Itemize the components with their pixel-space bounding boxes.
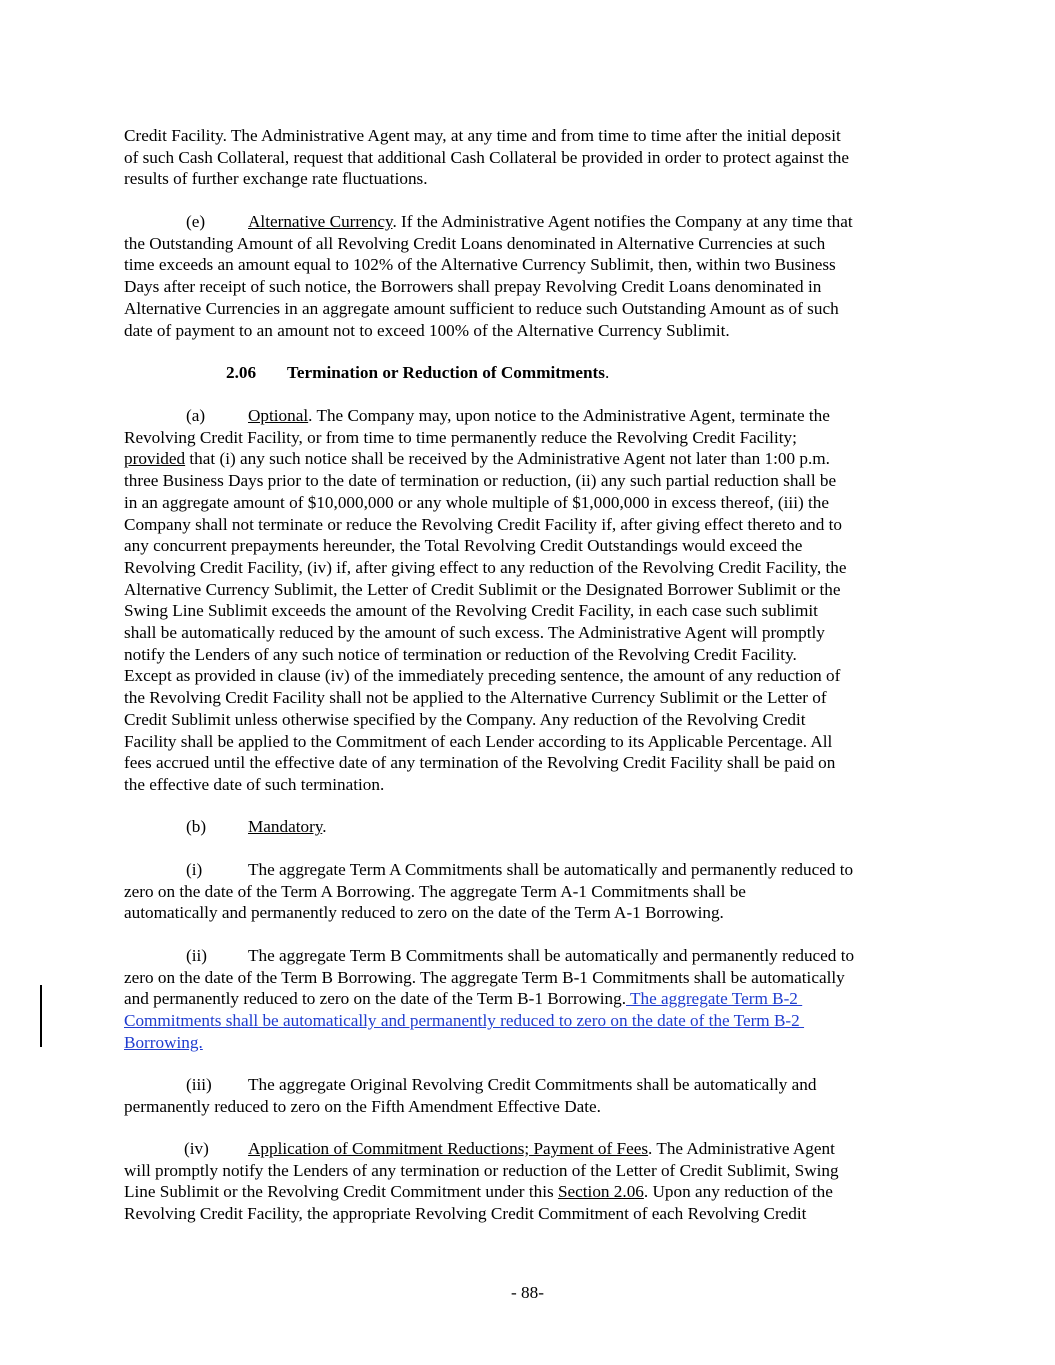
text-line: The aggregate Original Revolving Credit Commitments shall be automatically and (248, 1075, 817, 1094)
clause-number: (b) (186, 817, 207, 836)
text-line: Days after receipt of such notice, the Borrowers shall prepay Revolving Credit Loans denominated in (124, 277, 822, 297)
text-line: automatically and permanently reduced to zero on the date of the Term A-1 Borrowing. (124, 903, 724, 923)
text-line: Swing Line Sublimit exceeds the amount of the Revolving Credit Facility, in each case such sublimit (124, 601, 818, 621)
paragraph-optional (124, 405, 944, 796)
clause-heading: Mandatory (248, 817, 323, 836)
inserted-text: Borrowing. (124, 1032, 203, 1052)
text-line: Alternative Currency Sublimit, the Letter of Credit Sublimit or the Designated Borrower Sublimit or the (124, 579, 841, 599)
clause-number: (a) (186, 406, 206, 425)
text-line: Revolving Credit Facility, the appropriate Revolving Credit Commitment of each Revolving Credit (124, 1204, 807, 1224)
text-line: the Outstanding Amount of all Revolving Credit Loans denominated in Alternative Currencies at such (124, 233, 826, 253)
text-line: date of payment to an amount not to exceed 100% of the Alternative Currency Sublimit. (124, 320, 730, 340)
text-line: in an aggregate amount of $10,000,000 or any whole multiple of $1,000,000 in excess thereof, (iii) the (124, 492, 829, 512)
text-line: three Business Days prior to the date of termination or reduction, (ii) any such partial reduction shall be (124, 471, 837, 491)
section-reference: Section 2.06 (557, 1182, 644, 1202)
text-line: notify the Lenders of any such notice of termination or reduction of the Revolving Credit Facility. (124, 644, 797, 664)
paragraph-alternative-currency (124, 211, 944, 341)
text-line: the Revolving Credit Facility shall not be applied to the Alternative Currency Sublimit or the Letter of (124, 688, 827, 708)
change-bar (40, 985, 42, 1047)
text-line: The aggregate Term A Commitments shall be automatically and permanently reduced to (248, 860, 854, 879)
text-line: fees accrued until the effective date of any termination of the Revolving Credit Facility shall be paid on (124, 753, 836, 773)
text-line: will promptly notify the Lenders of any termination or reduction of the Letter of Credit Sublimit, Swing (124, 1160, 839, 1180)
clause-number: (iv) (184, 1139, 209, 1158)
text-line: permanently reduced to zero on the Fifth Amendment Effective Date. (124, 1096, 601, 1116)
section-heading: 2.06 Termination or Reduction of Commitments. (226, 363, 610, 382)
inserted-text: Commitments shall be automatically and permanently reduced to zero on the date of the Term B-2 (124, 1011, 805, 1031)
text-line: Alternative Currencies in an aggregate amount sufficient to reduce such Outstanding Amount as of such (124, 298, 839, 318)
paragraph-original-revolving (124, 1074, 944, 1117)
section-title: Termination or Reduction of Commitments (287, 363, 605, 382)
text-line: zero on the date of the Term B Borrowing. The aggregate Term B-1 Commitments shall be automatically (124, 967, 845, 987)
text-line: of such Cash Collateral, request that additional Cash Collateral be provided in order to protect against the (124, 147, 850, 167)
section-number: 2.06 (226, 363, 257, 382)
text-line: any concurrent prepayments hereunder, the Total Revolving Credit Outstandings would exceed the (124, 536, 803, 556)
inserted-text: The aggregate Term B-2 (626, 989, 803, 1009)
text-line: Company shall not terminate or reduce the Revolving Credit Facility if, after giving effect thereto and to (124, 514, 843, 534)
clause-heading: Alternative Currency (248, 212, 393, 231)
clause-heading: Application of Commitment Reductions; Payment of Fees (248, 1139, 649, 1158)
text-line: the effective date of such termination. (124, 774, 385, 794)
paragraph-application (124, 1138, 944, 1225)
text-line: that (i) any such notice shall be received by the Administrative Agent not later than 1:00 p.m. (185, 449, 830, 469)
text-line: time exceeds an amount equal to 102% of the Alternative Currency Sublimit, then, within two Business (124, 255, 836, 275)
text-line: The aggregate Term B Commitments shall be automatically and permanently reduced to (248, 946, 855, 965)
clause-number: (i) (186, 860, 203, 879)
paragraph-cash-collateral (124, 125, 944, 190)
paragraph-term-b (124, 945, 944, 1054)
text-line: . If the Administrative Agent notifies the Company at any time that (392, 212, 853, 231)
text-line: . The Company may, upon notice to the Administrative Agent, terminate the (308, 406, 830, 425)
text-line: Except as provided in clause (iv) of the immediately preceding sentence, the amount of any reduction of (124, 666, 841, 686)
clause-number: (ii) (186, 946, 207, 965)
paragraph-mandatory: (b) Mandatory. (186, 817, 327, 836)
clause-number: (iii) (186, 1075, 212, 1094)
text-line: Revolving Credit Facility, (iv) if, after giving effect to any reduction of the Revolving Credit Facility, the (124, 557, 847, 577)
text-line: . Upon any reduction of the (643, 1182, 833, 1202)
text-line: Credit Sublimit unless otherwise specified by the Company. Any reduction of the Revolving Credit (124, 709, 806, 729)
text-line: and permanently reduced to zero on the date of the Term B-1 Borrowing. (124, 989, 627, 1009)
provided-term: provided (124, 449, 186, 469)
text-line: shall be automatically reduced by the amount of such excess. The Administrative Agent will promptly (124, 623, 825, 643)
clause-heading: Optional (248, 406, 309, 425)
text-line: Revolving Credit Facility, or from time to time permanently reduce the Revolving Credit Facility; (124, 427, 797, 447)
paragraph-term-a (124, 859, 944, 924)
text-line: Facility shall be applied to the Commitment of each Lender according to its Applicable Percentage. All (124, 731, 833, 751)
clause-number: (e) (186, 212, 206, 231)
text-line: . The Administrative Agent (648, 1139, 835, 1158)
page-number: - 88- (511, 1283, 544, 1302)
text-line: results of further exchange rate fluctuations. (124, 169, 428, 189)
text-line: zero on the date of the Term A Borrowing. The aggregate Term A-1 Commitments shall be (124, 881, 746, 901)
text-line: Credit Facility. The Administrative Agent may, at any time and from time to time after the initial deposit (124, 126, 841, 145)
text-line: Line Sublimit or the Revolving Credit Commitment under this (124, 1182, 558, 1202)
